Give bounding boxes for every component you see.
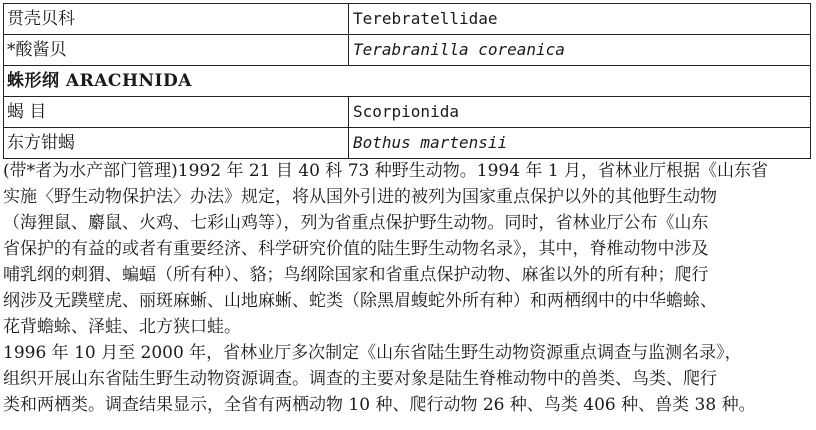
text-line: 1996 年 10 月至 2000 年，省林业厅多次制定《山东省陆生野生动物资源重点调查与监测名录》，: [3, 343, 742, 363]
chinese-name-cell: 东方钳蝎: [4, 128, 349, 159]
latin-name-cell: Terebratellidae: [349, 4, 811, 35]
text-line: 组织开展山东省陆生野生动物资源调查。调查的主要对象是陆生脊椎动物中的兽类、鸟类、爬行: [3, 369, 717, 389]
class-heading-cell: 蛛形纲 ARACHNIDA: [4, 66, 811, 97]
text-line: 哺乳纲的刺猬、蝙蝠（所有种）、貉；鸟纲除国家和省重点保护动物、麻雀以外的所有种；爬行: [3, 265, 709, 285]
table-row: [4, 97, 811, 128]
chinese-name-cell: 蝎 目: [4, 97, 349, 128]
body-paragraph-2: [3, 340, 813, 418]
table-row: [4, 66, 811, 97]
latin-name-cell: Scorpionida: [349, 97, 811, 128]
chinese-name-cell: *酸酱贝: [4, 35, 349, 66]
latin-name-cell: [349, 35, 811, 66]
text-line: (带*者为水产部门管理)1992 年 21 目 40 科 73 种野生动物。1994 年 1 月，省林业厅根据《山东省: [3, 161, 769, 181]
table-row: [4, 35, 811, 66]
latin-name-text: Bothus martensii: [353, 133, 508, 152]
table-row: [4, 4, 811, 35]
text-line: 花背蟾蜍、泽蛙、北方狭口蛙。: [3, 317, 241, 337]
table-row: [4, 128, 811, 159]
text-line: （海狸鼠、麝鼠、火鸡、七彩山鸡等），列为省重点保护野生动物。同时，省林业厅公布《山东: [3, 213, 709, 233]
text-line: 实施〈野生动物保护法〉办法》规定，将从国外引进的被列为国家重点保护以外的其他野生动物: [3, 187, 717, 207]
text-line: 省保护的有益的或者有重要经济、科学研究价值的陆生野生动物名录》，其中，脊椎动物中涉及: [3, 239, 709, 259]
chinese-name-cell: 贯壳贝科: [4, 4, 349, 35]
text-line: 纲涉及无蹼壁虎、丽斑麻蜥、山地麻蜥、蛇类（除黑眉蝮蛇外所有种）和两栖纲中的中华蟾蜍、: [3, 291, 717, 311]
body-paragraph-1: [3, 158, 813, 340]
text-line: 类和两栖类。调查结果显示，全省有两栖动物 10 种、爬行动物 26 种、鸟类 406 种、兽类 38 种。: [3, 395, 756, 415]
taxonomy-table: [3, 3, 811, 159]
latin-name-cell: [349, 128, 811, 159]
latin-name-text: Terabranilla coreanica: [353, 40, 565, 59]
